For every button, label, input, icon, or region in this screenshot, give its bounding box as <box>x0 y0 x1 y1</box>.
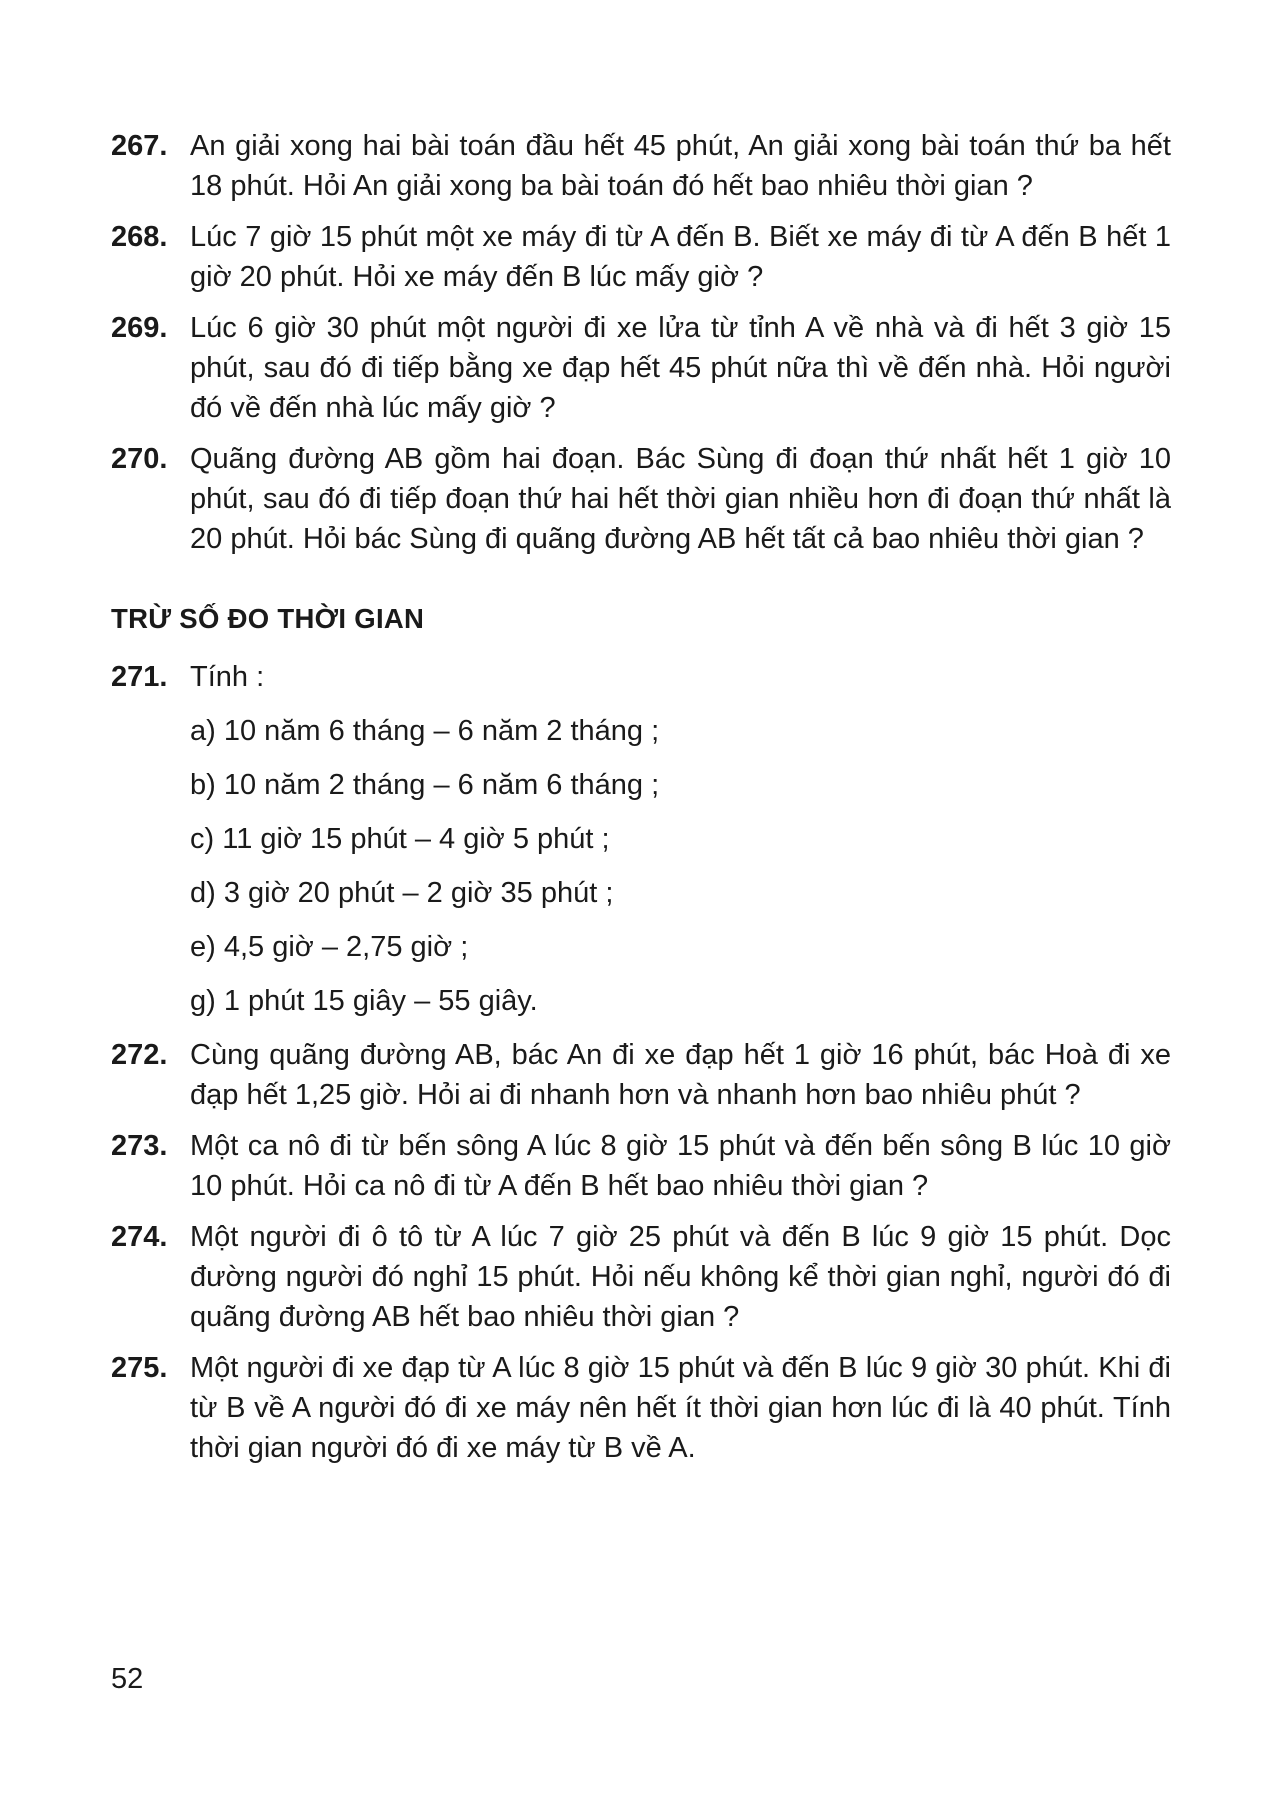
problem-number: 273. <box>111 1130 168 1162</box>
sub-exercise-list <box>190 711 1171 1021</box>
sub-exercise-b: b) 10 năm 2 tháng – 6 năm 6 tháng ; <box>190 769 660 801</box>
problem-number: 267. <box>111 130 168 162</box>
sub-exercise-e: e) 4,5 giờ – 2,75 giờ ; <box>190 931 469 963</box>
problem-275 <box>111 1348 1171 1468</box>
problem-text: Lúc 6 giờ 30 phút một người đi xe lửa từ tỉnh A về nhà và đi hết 3 giờ 15 phút, sau đó đi tiếp bằng xe đạp hết 45 phút nữa thì về đến nhà. Hỏi người đó về đến nhà lúc mấy giờ ? <box>190 312 1171 424</box>
problem-number: 271. <box>111 661 168 693</box>
sub-exercise-c: c) 11 giờ 15 phút – 4 giờ 5 phút ; <box>190 823 610 855</box>
problem-267 <box>111 126 1171 206</box>
problem-number: 268. <box>111 221 168 253</box>
problem-text: Một người đi ô tô từ A lúc 7 giờ 25 phút và đến B lúc 9 giờ 15 phút. Dọc đường người đó nghỉ 15 phút. Hỏi nếu không kể thời gian nghỉ, người đó đi quãng đường AB hết bao nhiêu thời gian ? <box>190 1221 1171 1333</box>
sub-exercise-d: d) 3 giờ 20 phút – 2 giờ 35 phút ; <box>190 877 614 909</box>
problem-number: 274. <box>111 1221 168 1253</box>
problem-text: Tính : <box>190 661 265 693</box>
problem-274 <box>111 1217 1171 1337</box>
problem-number: 275. <box>111 1352 168 1384</box>
problem-text: An giải xong hai bài toán đầu hết 45 phút, An giải xong bài toán thứ ba hết 18 phút. Hỏi An giải xong ba bài toán đó hết bao nhiêu thời gian ? <box>190 130 1171 202</box>
problem-number: 272. <box>111 1039 168 1071</box>
sub-exercise-a: a) 10 năm 6 tháng – 6 năm 2 tháng ; <box>190 715 660 747</box>
problem-text: Cùng quãng đường AB, bác An đi xe đạp hết 1 giờ 16 phút, bác Hoà đi xe đạp hết 1,25 giờ. Hỏi ai đi nhanh hơn và nhanh hơn bao nhiêu phút ? <box>190 1039 1171 1111</box>
page-content <box>111 126 1171 1468</box>
problem-269 <box>111 308 1171 428</box>
problem-271 <box>111 657 1171 697</box>
problem-text: Quãng đường AB gồm hai đoạn. Bác Sùng đi đoạn thứ nhất hết 1 giờ 10 phút, sau đó đi tiếp đoạn thứ hai hết thời gian nhiều hơn đi đoạn thứ nhất là 20 phút. Hỏi bác Sùng đi quãng đường AB hết tất cả bao nhiêu thời gian ? <box>190 443 1171 555</box>
problem-number: 270. <box>111 443 168 475</box>
sub-exercise-g: g) 1 phút 15 giây – 55 giây. <box>190 985 538 1017</box>
problem-272 <box>111 1035 1171 1115</box>
problem-270 <box>111 439 1171 559</box>
problem-number: 269. <box>111 312 168 344</box>
problem-268 <box>111 217 1171 297</box>
problem-text: Một ca nô đi từ bến sông A lúc 8 giờ 15 phút và đến bến sông B lúc 10 giờ 10 phút. Hỏi ca nô đi từ A đến B hết bao nhiêu thời gian ? <box>190 1130 1171 1202</box>
section-title: TRỪ SỐ ĐO THỜI GIAN <box>111 603 425 634</box>
problem-text: Lúc 7 giờ 15 phút một xe máy đi từ A đến B. Biết xe máy đi từ A đến B hết 1 giờ 20 phút. Hỏi xe máy đến B lúc mấy giờ ? <box>190 221 1171 293</box>
problem-text: Một người đi xe đạp từ A lúc 8 giờ 15 phút và đến B lúc 9 giờ 30 phút. Khi đi từ B về A người đó đi xe máy nên hết ít thời gian hơn lúc đi là 40 phút. Tính thời gian người đó đi xe máy từ B về A. <box>190 1352 1171 1464</box>
problem-273 <box>111 1126 1171 1206</box>
page-number: 52 <box>111 1663 144 1695</box>
